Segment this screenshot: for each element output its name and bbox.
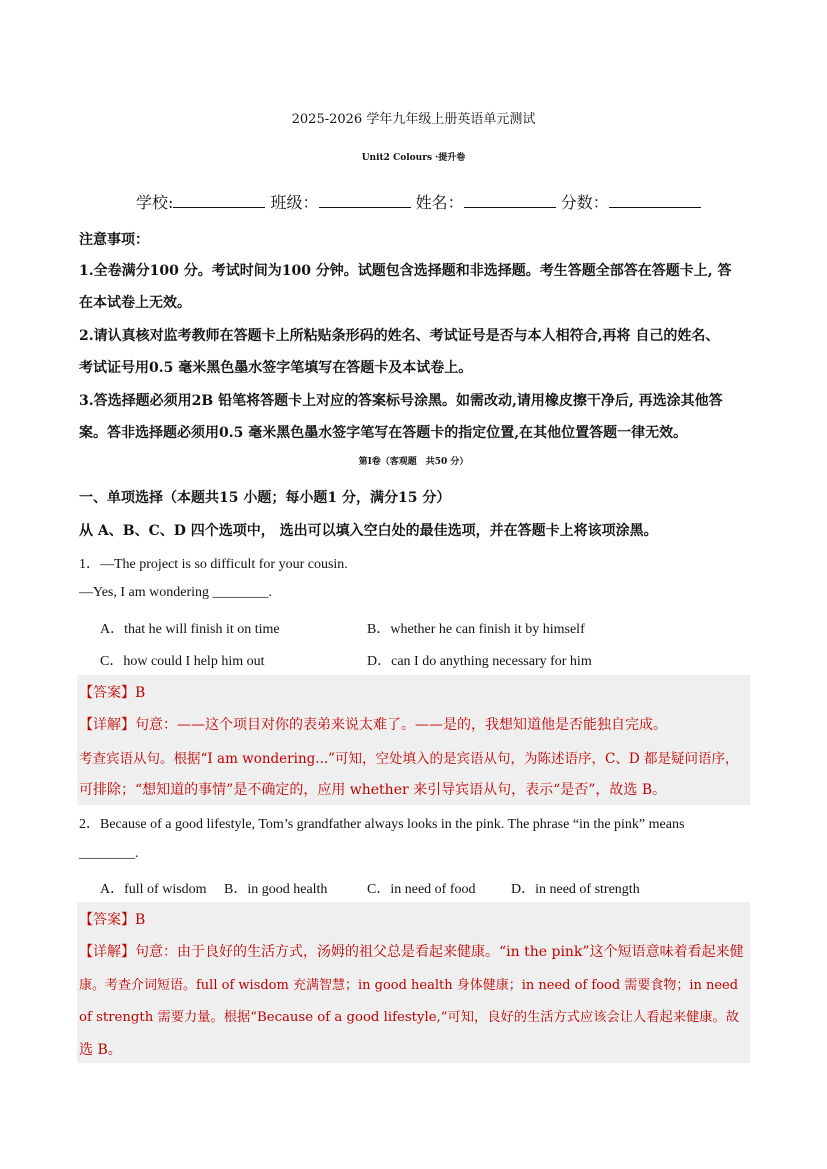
notice-item-2-cont: 考试证号用0.5 毫米黑色墨水签字笔填写在答题卡及本试卷上。 [79,360,473,376]
class-blank[interactable] [319,191,411,208]
name-blank[interactable] [464,191,556,208]
notice-item-3: 3.答选择题必须用2B 铅笔将答题卡上对应的答案标号涂黑。如需改动,请用橡皮擦干净后, 再选涂其他答 [79,393,723,409]
q1-explanation-1: 【详解】句意：——这个项目对你的表弟来说太难了。——是的，我想知道他是否能独自完成。 [79,717,667,733]
q1-stem-2: —Yes, I am wondering ________. [79,585,273,600]
q2-stem-2: ________. [79,846,139,861]
notice-item-3-cont: 案。答非选择题必须用0.5 毫米黑色墨水签字笔写在答题卡的指定位置,在其他位置答题一律无效。 [79,425,688,441]
q1-explanation-3: 可排除；“想知道的事情”是不确定的，应用 whether 来引导宾语从句，表示“是否”，故选 B。 [79,782,667,798]
q2-answer-box [77,902,750,1063]
q2-option-b: B．in good health [224,882,328,897]
q2-option-c: C．in need of food [367,882,476,897]
q1-answer-box [77,675,750,805]
school-blank[interactable] [173,191,265,208]
q1-explanation-2: 考查宾语从句。根据“I am wondering...”可知，空处填入的是宾语从句，为陈述语序，C、D 都是疑问语序， [79,751,739,767]
notice-item-1-cont: 在本试卷上无效。 [79,295,191,311]
page-title: 2025-2026 学年九年级上册英语单元测试 [291,112,536,127]
q2-explanation-4: 选 B。 [79,1042,122,1058]
notice-heading: 注意事项： [79,232,149,248]
section-title: 一、单项选择（本题共15 小题；每小题1 分，满分15 分） [79,490,451,506]
q2-stem: 2．Because of a good lifestyle, Tom’s grandfather always looks in the pink. The phrase “in the pink” means [79,817,685,832]
q1-option-c: C．how could I help him out [100,654,265,669]
school-label: 学校: [136,193,174,212]
notice-item-1: 1.全卷满分100 分。考试时间为100 分钟。试题包含选择题和非选择题。考生答题全部答在答题卡上, 答 [79,263,732,279]
q1-option-b: B．whether he can finish it by himself [367,622,585,637]
q1-answer: 【答案】B [79,685,146,701]
class-label: 班级： [270,193,319,212]
section-instruction: 从 A、B、C、D 四个选项中， 选出可以填入空白处的最佳选项，并在答题卡上将该项涂黑。 [79,523,658,539]
q2-explanation-1: 【详解】句意：由于良好的生活方式，汤姆的祖父总是看起来健康。“in the pink”这个短语意味着看起来健 [79,944,744,960]
q1-option-a: A．that he will finish it on time [100,622,280,637]
notice-item-2: 2.请认真核对监考教师在答题卡上所粘贴条形码的姓名、考试证号是否与本人相符合,再将 自己的姓名、 [79,328,720,344]
student-info-row [136,190,701,213]
page-subtitle: Unit2 Colours ·提升卷 [361,153,466,163]
q2-explanation-2: 康。考查介词短语。full of wisdom 充满智慧；in good health 身体健康；in need of food 需要食物；in need [79,978,739,993]
part-title: 第Ⅰ卷（客观题 共50 分） [358,457,469,467]
score-label: 分数： [560,193,609,212]
score-blank[interactable] [609,191,701,208]
q1-option-d: D．can I do anything necessary for him [367,654,592,669]
q1-stem: 1．—The project is so difficult for your cousin. [79,557,348,572]
q2-answer: 【答案】B [79,912,146,928]
q2-explanation-3: of strength 需要力量。根据“Because of a good lifestyle,”可知，良好的生活方式应该会让人看起来健康。故 [79,1010,740,1025]
q2-option-d: D．in need of strength [511,882,640,897]
q2-option-a: A．full of wisdom [100,882,207,897]
name-label: 姓名： [415,193,464,212]
